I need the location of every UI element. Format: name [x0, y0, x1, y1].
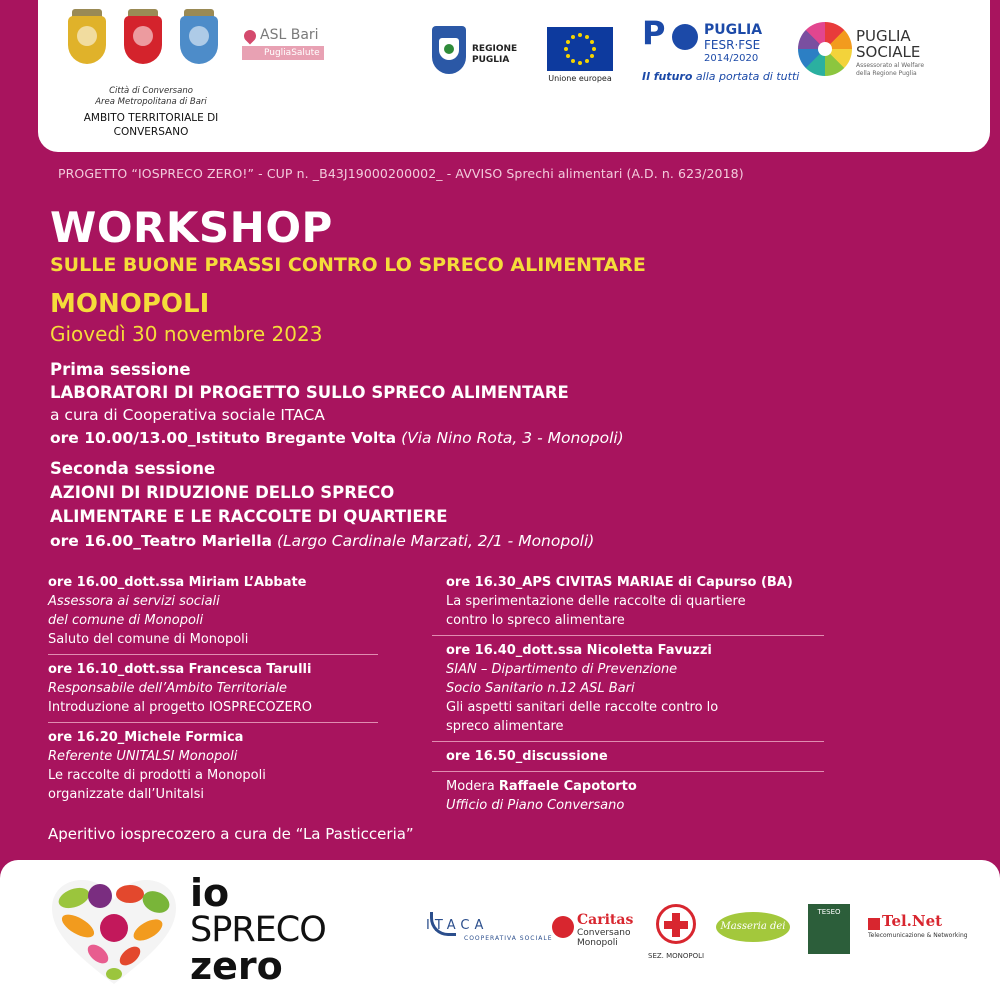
iosprecozero-wordmark-zero: zero — [190, 944, 283, 988]
aperitivo-note: Aperitivo iosprecozero a cura de “La Pasticceria” — [48, 825, 414, 843]
program-item: ore 16.20_Michele Formica Referente UNITALSI Monopoli Le raccolte di prodotti a Monopoli organizzate dall’Unitalsi — [48, 730, 266, 802]
divider — [432, 635, 824, 636]
session1-time-place: ore 10.00/13.00_Istituto Bregante Volta (Via Nino Rota, 3 - Monopoli) — [50, 429, 624, 447]
telnet-mark-icon — [868, 918, 880, 930]
session2-title-line2: ALIMENTARE E LE RACCOLTE DI QUARTIERE — [50, 507, 448, 526]
program-item: ore 16.30_APS CIVITAS MARIAE di Capurso (BA) La sperimentazione delle raccolte di quartiere contro lo spreco alimentare — [446, 575, 793, 628]
eu-label: Unione europea — [548, 74, 612, 83]
municipal-crest-icon — [124, 16, 162, 64]
event-city: MONOPOLI — [50, 289, 210, 319]
iosprecozero-wordmark-io: io — [190, 871, 230, 915]
fesr-p-letter: P — [642, 14, 666, 52]
session1-title: LABORATORI DI PROGETTO SULLO SPRECO ALIMENTARE — [50, 383, 569, 402]
event-date: Giovedì 30 novembre 2023 — [50, 322, 323, 346]
caritas-cross-icon — [552, 916, 574, 938]
itaca-sub: COOPERATIVA SOCIALE — [464, 935, 553, 942]
program-item: ore 16.10_dott.ssa Francesca Tarulli Responsabile dell’Ambito Territoriale Introduzione al progetto IOSPRECOZERO — [48, 662, 313, 715]
page-subtitle: SULLE BUONE PRASSI CONTRO LO SPRECO ALIMENTARE — [50, 254, 646, 276]
program-right-column — [432, 573, 824, 820]
ambito-caption: AMBITO TERRITORIALE DI CONVERSANO — [83, 112, 219, 138]
moderator-name: Raffaele Capotorto — [498, 779, 637, 794]
asl-logo-text: ASL Bari — [260, 27, 319, 43]
puglia-sociale-flower-icon — [798, 22, 852, 76]
moderator-role: Ufficio di Piano Conversano — [446, 798, 625, 813]
session1-label: Prima sessione — [50, 360, 191, 379]
municipal-crest-icon — [68, 16, 106, 64]
telnet-sub: Telecomunicazione & Networking — [868, 932, 968, 939]
program-item: ore 16.00_dott.ssa Miriam L’Abbate Assessora ai servizi sociali del comune di Monopoli Saluto del comune di Monopoli — [48, 575, 307, 647]
teseo-logo: TESEO — [808, 904, 850, 954]
divider — [48, 654, 378, 655]
iosprecozero-heart-logo — [48, 876, 180, 988]
header-logo-panel — [38, 0, 990, 152]
fesr-puglia-label: PUGLIA — [704, 22, 763, 38]
project-line: PROGETTO “IOSPRECO ZERO!” - CUP n. _B43J19000200002_ - AVVISO Sprechi alimentari (A.D. n. 623/2018) — [58, 166, 744, 181]
divider — [432, 741, 824, 742]
asl-sub-label: PugliaSalute — [242, 46, 324, 60]
regione-puglia-crest-icon — [432, 26, 466, 74]
asl-heart-icon — [242, 28, 259, 45]
footer-logo-panel — [0, 860, 1000, 1000]
divider — [432, 771, 824, 772]
session2-title-line1: AZIONI DI RIDUZIONE DELLO SPRECO — [50, 483, 395, 502]
unitalsi-logo-icon — [656, 904, 696, 944]
session2-time-place: ore 16.00_Teatro Mariella (Largo Cardinale Marzati, 2/1 - Monopoli) — [50, 532, 595, 550]
fesr-tagline: Il futuro alla portata di tutti — [642, 70, 800, 83]
iosprecozero-wordmark-spreco: SPRECO — [190, 910, 326, 950]
page-title: WORKSHOP — [50, 203, 333, 252]
puglia-sociale-sub: Assessorato al Welfare della Regione Puglia — [856, 62, 925, 77]
divider — [48, 722, 378, 723]
masseria-logo: Masseria dei Monelli — [716, 912, 790, 942]
program-item: ore 16.50_discussione — [446, 749, 608, 764]
session1-curator: a cura di Cooperativa sociale ITACA — [50, 406, 325, 424]
caritas-logo: Caritas — [577, 912, 634, 928]
program-item: ore 16.40_dott.ssa Nicoletta Favuzzi SIAN – Dipartimento di Prevenzione Socio Sanitario n.12 ASL Bari Gli aspetti sanitari delle raccolte contro lo spreco alimentare — [446, 643, 719, 734]
regione-puglia-label: REGIONE PUGLIA — [472, 44, 518, 65]
session1-address: (Via Nino Rota, 3 - Monopoli) — [401, 429, 624, 447]
telnet-logo: Tel.Net — [882, 912, 943, 930]
unitalsi-sub: SEZ. MONOPOLI — [648, 952, 705, 960]
session2-address: (Largo Cardinale Marzati, 2/1 - Monopoli) — [276, 532, 595, 550]
fesr-years-label: 2014/2020 — [704, 53, 759, 64]
fesr-dot-icon — [672, 24, 698, 50]
session2-label: Seconda sessione — [50, 459, 216, 478]
fesr-funds-label: FESR·FSE — [704, 38, 761, 52]
municipal-crest-icon — [180, 16, 218, 64]
program-left-column — [48, 573, 378, 809]
puglia-sociale-label: PUGLIA SOCIALE — [856, 27, 921, 61]
moderator-block: Modera Raffaele Capotorto Ufficio di Piano Conversano — [432, 777, 824, 820]
itaca-logo: ITACA — [426, 918, 489, 933]
caritas-sub: Conversano Monopoli — [577, 928, 631, 948]
city-caption: Città di Conversano Area Metropolitana di Bari — [95, 86, 207, 107]
eu-flag-icon — [547, 27, 613, 71]
